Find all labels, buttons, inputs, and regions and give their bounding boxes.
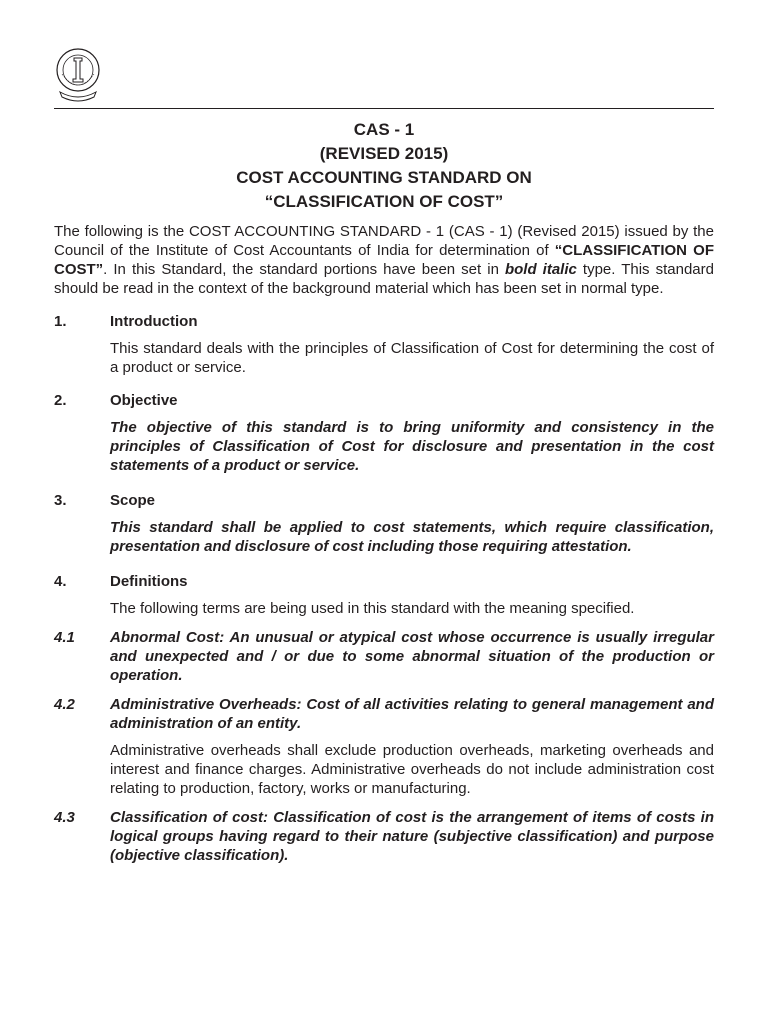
intro-bold-term: “CLASSIFICATION OF COST” <box>54 242 714 278</box>
section-text: The following terms are being used in this standard with the meaning specified. <box>110 600 635 617</box>
header-rule <box>54 108 714 109</box>
section-introduction <box>54 312 714 377</box>
section-number: 3. <box>54 492 67 509</box>
section-number: 4. <box>54 573 67 590</box>
document-body <box>54 222 714 865</box>
definition-note: Administrative overheads shall exclude production overheads, marketing overheads and interest and finance charges. Administrative overheads do not include administration cost relating to production, factory, works or manufacturing. <box>110 742 714 797</box>
definition-text: Abnormal Cost: An unusual or atypical cost whose occurrence is usually irregular and unexpected and / or due to some abnormal situation of the production or operation. <box>110 629 714 684</box>
intro-text-3: type. This standard should be read in the context of the background material which has been set in normal type. <box>54 261 714 297</box>
section-definitions <box>54 572 714 618</box>
section-heading: Definitions <box>110 573 188 590</box>
section-scope <box>54 491 714 556</box>
intro-bold-italic: bold italic <box>504 261 577 278</box>
section-heading: Scope <box>110 492 156 509</box>
institute-seal-icon <box>54 44 102 106</box>
intro-text-1: The following is the COST ACCOUNTING STANDARD - 1 (CAS - 1) (Revised 2015) issued by the Council of the Institute of Cost Accountants of India for determination of <box>54 223 714 259</box>
page-title <box>54 118 714 214</box>
title-line-2: (REVISED 2015) <box>319 144 449 163</box>
definition-4-1 <box>54 628 714 685</box>
intro-text-2: . In this Standard, the standard portions have been set in <box>103 261 505 278</box>
title-line-4: “CLASSIFICATION OF COST” <box>264 192 504 211</box>
definition-4-2 <box>54 695 714 798</box>
section-heading: Introduction <box>110 313 198 330</box>
section-text: This standard shall be applied to cost statements, which require classification, presentation and disclosure of cost including those requiring attestation. <box>110 519 714 555</box>
section-text: The objective of this standard is to bring uniformity and consistency in the principles of Classification of Cost for disclosure and presentation in the cost statements of a product or service. <box>110 419 714 474</box>
title-line-1: CAS - 1 <box>353 120 415 139</box>
definition-4-3 <box>54 808 714 865</box>
section-heading: Objective <box>110 392 178 409</box>
title-line-3: COST ACCOUNTING STANDARD ON <box>236 168 532 187</box>
section-number: 1. <box>54 313 67 330</box>
section-text: This standard deals with the principles of Classification of Cost for determining the cost of a product or service. <box>110 340 714 376</box>
definition-number: 4.1 <box>54 629 75 646</box>
section-objective <box>54 391 714 475</box>
section-number: 2. <box>54 392 67 409</box>
definition-text: Classification of cost: Classification of cost is the arrangement of items of costs in logical groups having regard to their nature (subjective classification) and purpose (objective classification). <box>110 809 714 864</box>
definition-number: 4.3 <box>54 809 75 826</box>
intro-paragraph <box>54 222 714 298</box>
definition-text: Administrative Overheads: Cost of all activities relating to general management and administration of an entity. <box>110 696 714 732</box>
definition-number: 4.2 <box>54 696 75 713</box>
